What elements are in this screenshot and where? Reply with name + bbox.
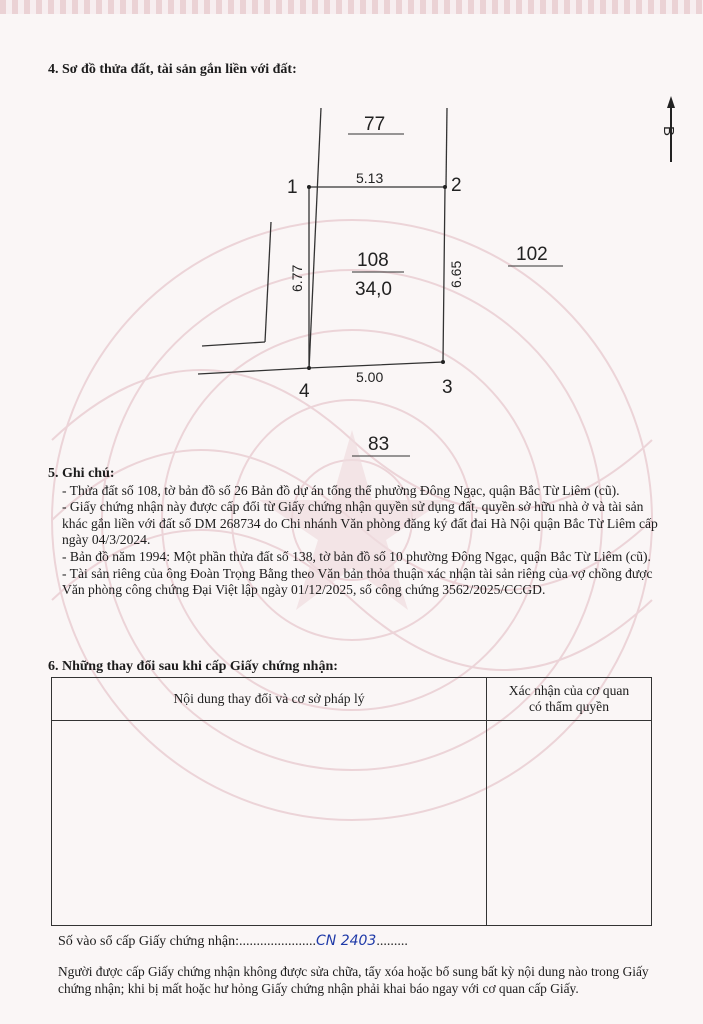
edge-length-left: 6.77 [289, 264, 305, 292]
edge-length-right: 6.65 [448, 260, 464, 288]
vertex-label-2: 2 [451, 175, 462, 196]
vertex-label-4: 4 [299, 381, 310, 402]
neighbor-bottom-number: 83 [368, 434, 390, 455]
column-header-confirmation-line1: Xác nhận của cơ quan [508, 683, 630, 698]
parcel-area: 34,0 [355, 279, 392, 300]
edge-length-top: 5.13 [356, 170, 384, 186]
registration-number-line [58, 933, 408, 950]
registration-dots-after: ......... [376, 934, 408, 949]
edge-length-bottom: 5.00 [356, 369, 384, 385]
north-label: B [660, 126, 677, 137]
notes-section [48, 466, 658, 599]
registration-dots: ...................... [239, 934, 316, 949]
neighbor-right-number: 102 [516, 244, 548, 265]
column-header-confirmation-line2: có thẩm quyền [528, 699, 610, 714]
note-item: - Thửa đất số 108, tờ bản đồ số 26 Bản đồ dự án tổng thể phường Đông Ngạc, quận Bắc Từ Liêm (cũ). [62, 482, 620, 498]
section-5-title: 5. Ghi chú: [48, 466, 115, 481]
footer-warning: Người được cấp Giấy chứng nhận không được sửa chữa, tẩy xóa hoặc bổ sung bất kỳ nội dung nào trong Giấy chứng nhận; khi bị mất hoặc hư hỏng Giấy chứng nhận phải khai báo ngay với cơ quan cấp Giấy. [58, 964, 649, 996]
registration-label: Số vào sổ cấp Giấy chứng nhận: [58, 934, 239, 949]
section-6-title: 6. Những thay đổi sau khi cấp Giấy chứng nhận: [48, 659, 338, 674]
parcel-number: 108 [357, 250, 389, 271]
note-item: - Bản đồ năm 1994: Một phần thửa đất số 138, tờ bản đồ số 10 phường Đông Ngạc, quận Bắc Từ Liêm (cũ). [62, 548, 651, 564]
confirmation-cell [487, 721, 652, 926]
note-item: - Giấy chứng nhận này được cấp đổi từ Giấy chứng nhận quyền sử dụng đất, quyền sở hữu nhà ở và tài sản khác gắn liền với đất số DM 268734 do Chi nhánh Văn phòng đăng ký đất đai Hà Nội quận Bắc Từ Liêm cấp ngày 04/3/2024. [62, 499, 658, 548]
vertex-label-3: 3 [442, 377, 453, 398]
column-header-changes: Nội dung thay đổi và cơ sở pháp lý [52, 678, 487, 721]
vertex-label-1: 1 [287, 177, 298, 198]
section-4-title: 4. Sơ đồ thửa đất, tài sản gắn liền với đất: [48, 62, 297, 77]
neighbor-top-number: 77 [364, 114, 386, 135]
registration-number: CN 2403 [316, 933, 377, 949]
note-item: - Tài sản riêng của ông Đoàn Trọng Bằng theo Văn bản thỏa thuận xác nhận tài sản riêng của vợ chồng được Văn phòng công chứng Đại Việt lập ngày 01/12/2025, số công chứng 3562/2025/CCGD. [62, 565, 653, 598]
changes-table [51, 677, 652, 926]
changes-cell [52, 721, 487, 926]
column-header-confirmation [487, 678, 652, 721]
parcel-boundary [309, 187, 445, 368]
land-plot-diagram [0, 0, 703, 470]
